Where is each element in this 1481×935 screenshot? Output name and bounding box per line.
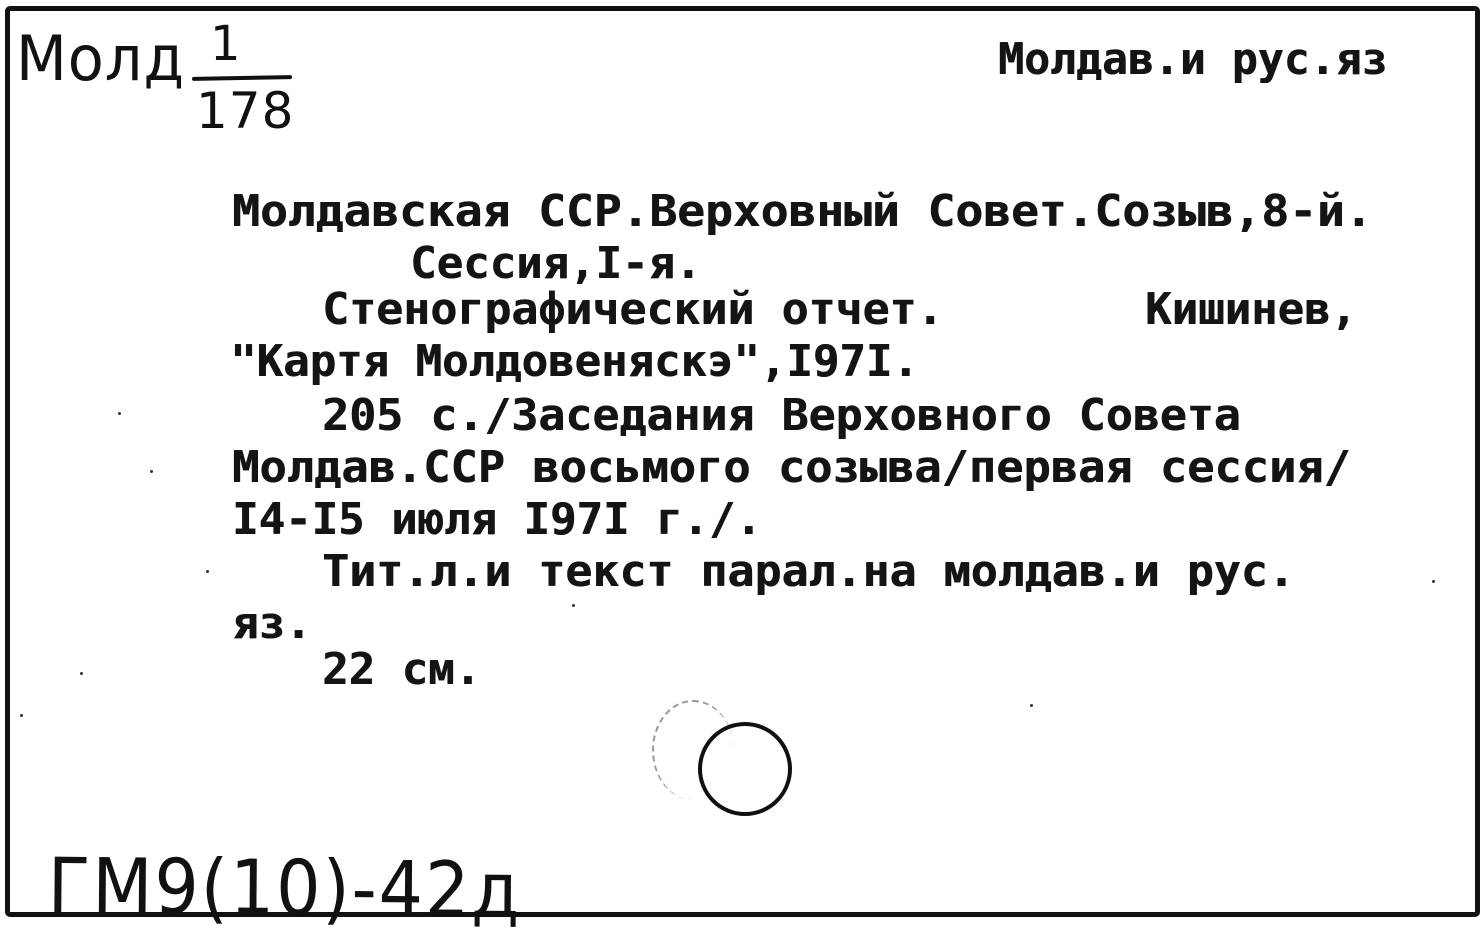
shelf-mark-prefix: Молд bbox=[16, 22, 186, 95]
scan-speck bbox=[572, 604, 575, 607]
scan-speck bbox=[150, 470, 153, 473]
title-line: Стенографический отчет. bbox=[322, 284, 944, 335]
dates-line: I4-I5 июля I97I г./. bbox=[232, 494, 762, 545]
pages-line: 205 с./Заседания Верховного Совета bbox=[322, 390, 1241, 441]
publisher-line: "Картя Молдовеняскэ",I97I. bbox=[230, 336, 919, 387]
scan-speck bbox=[20, 714, 23, 717]
shelf-mark-fraction bbox=[190, 12, 300, 142]
note-line: Тит.л.и текст парал.на молдав.и рус. bbox=[322, 546, 1295, 597]
scan-speck bbox=[1432, 580, 1435, 583]
session-line: Сессия,I-я. bbox=[410, 238, 702, 289]
fraction-bar bbox=[192, 75, 292, 81]
scan-speck bbox=[118, 412, 121, 415]
note-line-cont: яз. bbox=[232, 598, 312, 649]
language-note: Молдав.и рус.яз bbox=[998, 34, 1388, 85]
handwritten-code: ГМ9(10)-42д bbox=[47, 841, 522, 935]
scan-speck bbox=[80, 672, 83, 675]
place-line: Кишинев, bbox=[1145, 284, 1357, 335]
heading-line: Молдавская ССР.Верховный Совет.Созыв,8-й. bbox=[232, 186, 1373, 237]
shelf-mark-numerator: 1 bbox=[210, 16, 241, 72]
pages-line-cont: Молдав.ССР восьмого созыва/первая сессия/ bbox=[232, 442, 1351, 493]
scan-speck bbox=[206, 570, 209, 573]
punch-hole bbox=[698, 722, 792, 816]
scan-speck bbox=[1030, 704, 1033, 707]
size-line: 22 см. bbox=[322, 644, 481, 695]
shelf-mark-denominator: 178 bbox=[196, 82, 295, 140]
